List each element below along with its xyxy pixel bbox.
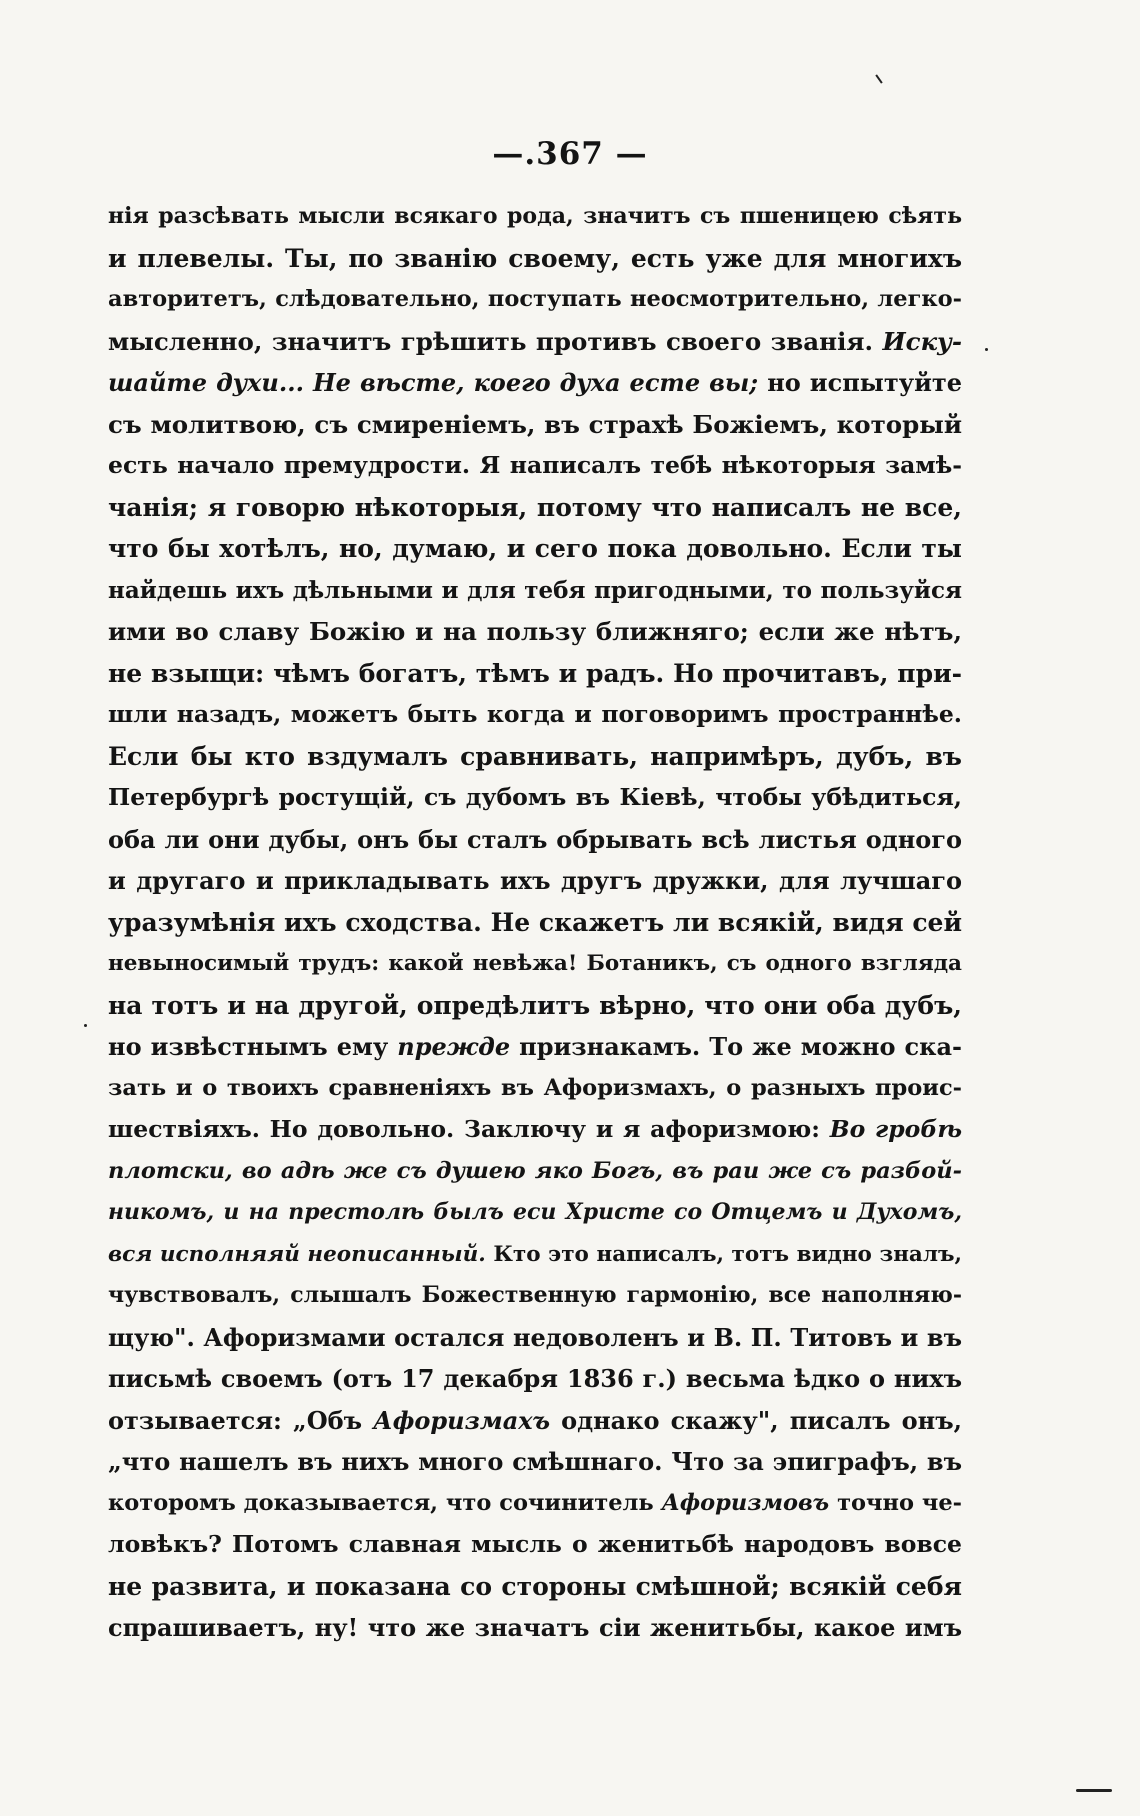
text-run: письмѣ своемъ (отъ 17 декабря 1836 г.) весьма ѣдко о нихъ	[108, 1364, 962, 1393]
text-line	[108, 860, 962, 902]
page-number: —.367 —	[492, 136, 648, 172]
text-line	[108, 902, 962, 944]
text-run: Кто это написалъ, тотъ видно зналъ,	[485, 1241, 962, 1267]
text-line	[108, 943, 962, 985]
text-run: что бы хотѣлъ, но, думаю, и сего пока довольно. Если ты	[108, 534, 962, 563]
text-run: Петербургѣ ростущій, съ дубомъ въ Кіевѣ, чтобы убѣдиться,	[108, 783, 962, 811]
text-line	[108, 279, 962, 321]
text-run: и другаго и прикладывать ихъ другъ дружки, для лучшаго	[108, 866, 962, 895]
text-line	[108, 985, 962, 1027]
text-run: щую". Афоризмами остался недоволенъ и В. П. Титовъ и въ	[108, 1322, 962, 1352]
ink-speck	[985, 348, 988, 351]
text-run: признакамъ. То же можно ска-	[510, 1032, 962, 1061]
text-run: но испытуйте	[758, 368, 962, 397]
text-line	[108, 736, 962, 778]
italic-text: плотски, во адѣ же съ душею яко Богъ, въ раи же съ разбой-	[108, 1157, 962, 1184]
text-line	[108, 819, 962, 861]
text-line	[108, 1400, 962, 1442]
text-line	[108, 1358, 962, 1400]
text-run: есть начало премудрости. Я написалъ тебѣ нѣкоторыя замѣ-	[108, 451, 962, 479]
text-line	[108, 1109, 962, 1151]
text-line	[108, 777, 962, 819]
text-line	[108, 321, 962, 363]
text-line	[108, 1275, 962, 1317]
text-line	[108, 238, 962, 280]
text-line	[108, 1441, 962, 1483]
ink-speck	[875, 74, 882, 83]
italic-text: шайте духи... Не вѣсте, коего духа есте вы;	[108, 368, 759, 397]
text-run: мысленно, значитъ грѣшить противъ своего званія.	[108, 326, 883, 356]
text-line	[108, 1524, 962, 1566]
text-line	[108, 1234, 962, 1276]
text-run: шли назадъ, можетъ быть когда и поговоримъ пространнѣе.	[108, 700, 962, 728]
text-line	[108, 1192, 962, 1234]
text-line	[108, 487, 962, 529]
text-run: авторитетъ, слѣдовательно, поступать неосмотрительно, легко-	[108, 286, 962, 312]
text-run: отзывается: „Объ	[108, 1405, 374, 1435]
text-run: не взыщи: чѣмъ богатъ, тѣмъ и радъ. Но прочитавъ, при-	[108, 658, 962, 688]
text-run: которомъ доказывается, что сочинитель	[108, 1489, 662, 1516]
italic-text: Иску-	[882, 326, 962, 356]
italic-text: вся исполняяй неописанный.	[108, 1241, 486, 1267]
text-line	[108, 528, 962, 570]
text-run: „что нашелъ въ нихъ много смѣшнаго. Что за эпиграфъ, въ	[108, 1447, 962, 1476]
text-line	[108, 445, 962, 487]
text-line	[108, 1483, 962, 1525]
italic-text: прежде	[397, 1032, 511, 1061]
text-run: Если бы кто вздумалъ сравнивать, напримѣръ, дубъ, въ	[108, 741, 962, 771]
text-run: чувствовалъ, слышалъ Божественную гармонію, все наполняю-	[108, 1282, 962, 1308]
italic-text: Во гробѣ	[829, 1115, 962, 1143]
text-line	[108, 1068, 962, 1110]
text-run: нія разсѣвать мысли всякаго рода, значитъ съ пшеницею сѣять	[108, 203, 962, 229]
text-run: невыносимый трудъ: какой невѣжа! Ботаникъ, съ одного взгляда	[108, 951, 962, 976]
italic-text: Афоризмахъ	[373, 1405, 551, 1435]
text-line	[108, 362, 962, 404]
text-line	[108, 653, 962, 695]
text-run: однако скажу", писалъ онъ,	[550, 1405, 962, 1435]
text-line	[108, 1151, 962, 1193]
text-run: не развита, и показана со стороны смѣшной; всякій себя	[108, 1571, 962, 1601]
text-run: спрашиваетъ, ну! что же значатъ сіи женитьбы, какое имъ	[108, 1613, 962, 1642]
text-run: точно че-	[829, 1489, 962, 1516]
text-line	[108, 1607, 962, 1649]
text-run: и плевелы. Ты, по званію своему, есть уже для многихъ	[108, 243, 962, 273]
text-line	[108, 611, 962, 653]
text-run: уразумѣнія ихъ сходства. Не скажетъ ли всякій, видя сей	[108, 907, 962, 937]
text-line	[108, 404, 962, 446]
body-text	[108, 196, 962, 1649]
text-line	[108, 694, 962, 736]
text-run: съ молитвою, съ смиреніемъ, въ страхѣ Божіемъ, который	[108, 409, 962, 439]
italic-text: Афоризмовъ	[661, 1489, 830, 1516]
text-run: найдешь ихъ дѣльными и для тебя пригодными, то пользуйся	[108, 576, 962, 604]
text-run: оба ли они дубы, онъ бы сталъ обрывать всѣ листья одного	[108, 824, 962, 854]
edge-mark	[1076, 1789, 1112, 1792]
text-line	[108, 1026, 962, 1068]
text-line	[108, 1317, 962, 1359]
text-run: ловѣкъ? Потомъ славная мысль о женитьбѣ народовъ вовсе	[108, 1530, 962, 1558]
text-run: но извѣстнымъ ему	[108, 1032, 398, 1061]
text-run: зать и о твоихъ сравненіяхъ въ Афоризмахъ, о разныхъ проис-	[108, 1074, 962, 1101]
text-run: ими во славу Божію и на пользу ближняго; если же нѣтъ,	[108, 617, 962, 646]
text-line	[108, 570, 962, 612]
text-line	[108, 1566, 962, 1608]
ink-speck	[84, 1024, 87, 1027]
italic-text: никомъ, и на престолѣ былъ еси Христе со Отцемъ и Духомъ,	[108, 1199, 962, 1225]
text-line	[108, 196, 962, 238]
text-run: на тотъ и на другой, опредѣлитъ вѣрно, что они оба дубъ,	[108, 990, 962, 1020]
text-run: чанія; я говорю нѣкоторыя, потому что написалъ не все,	[108, 492, 962, 522]
text-run: шествіяхъ. Но довольно. Заключу и я афоризмою:	[108, 1115, 830, 1143]
